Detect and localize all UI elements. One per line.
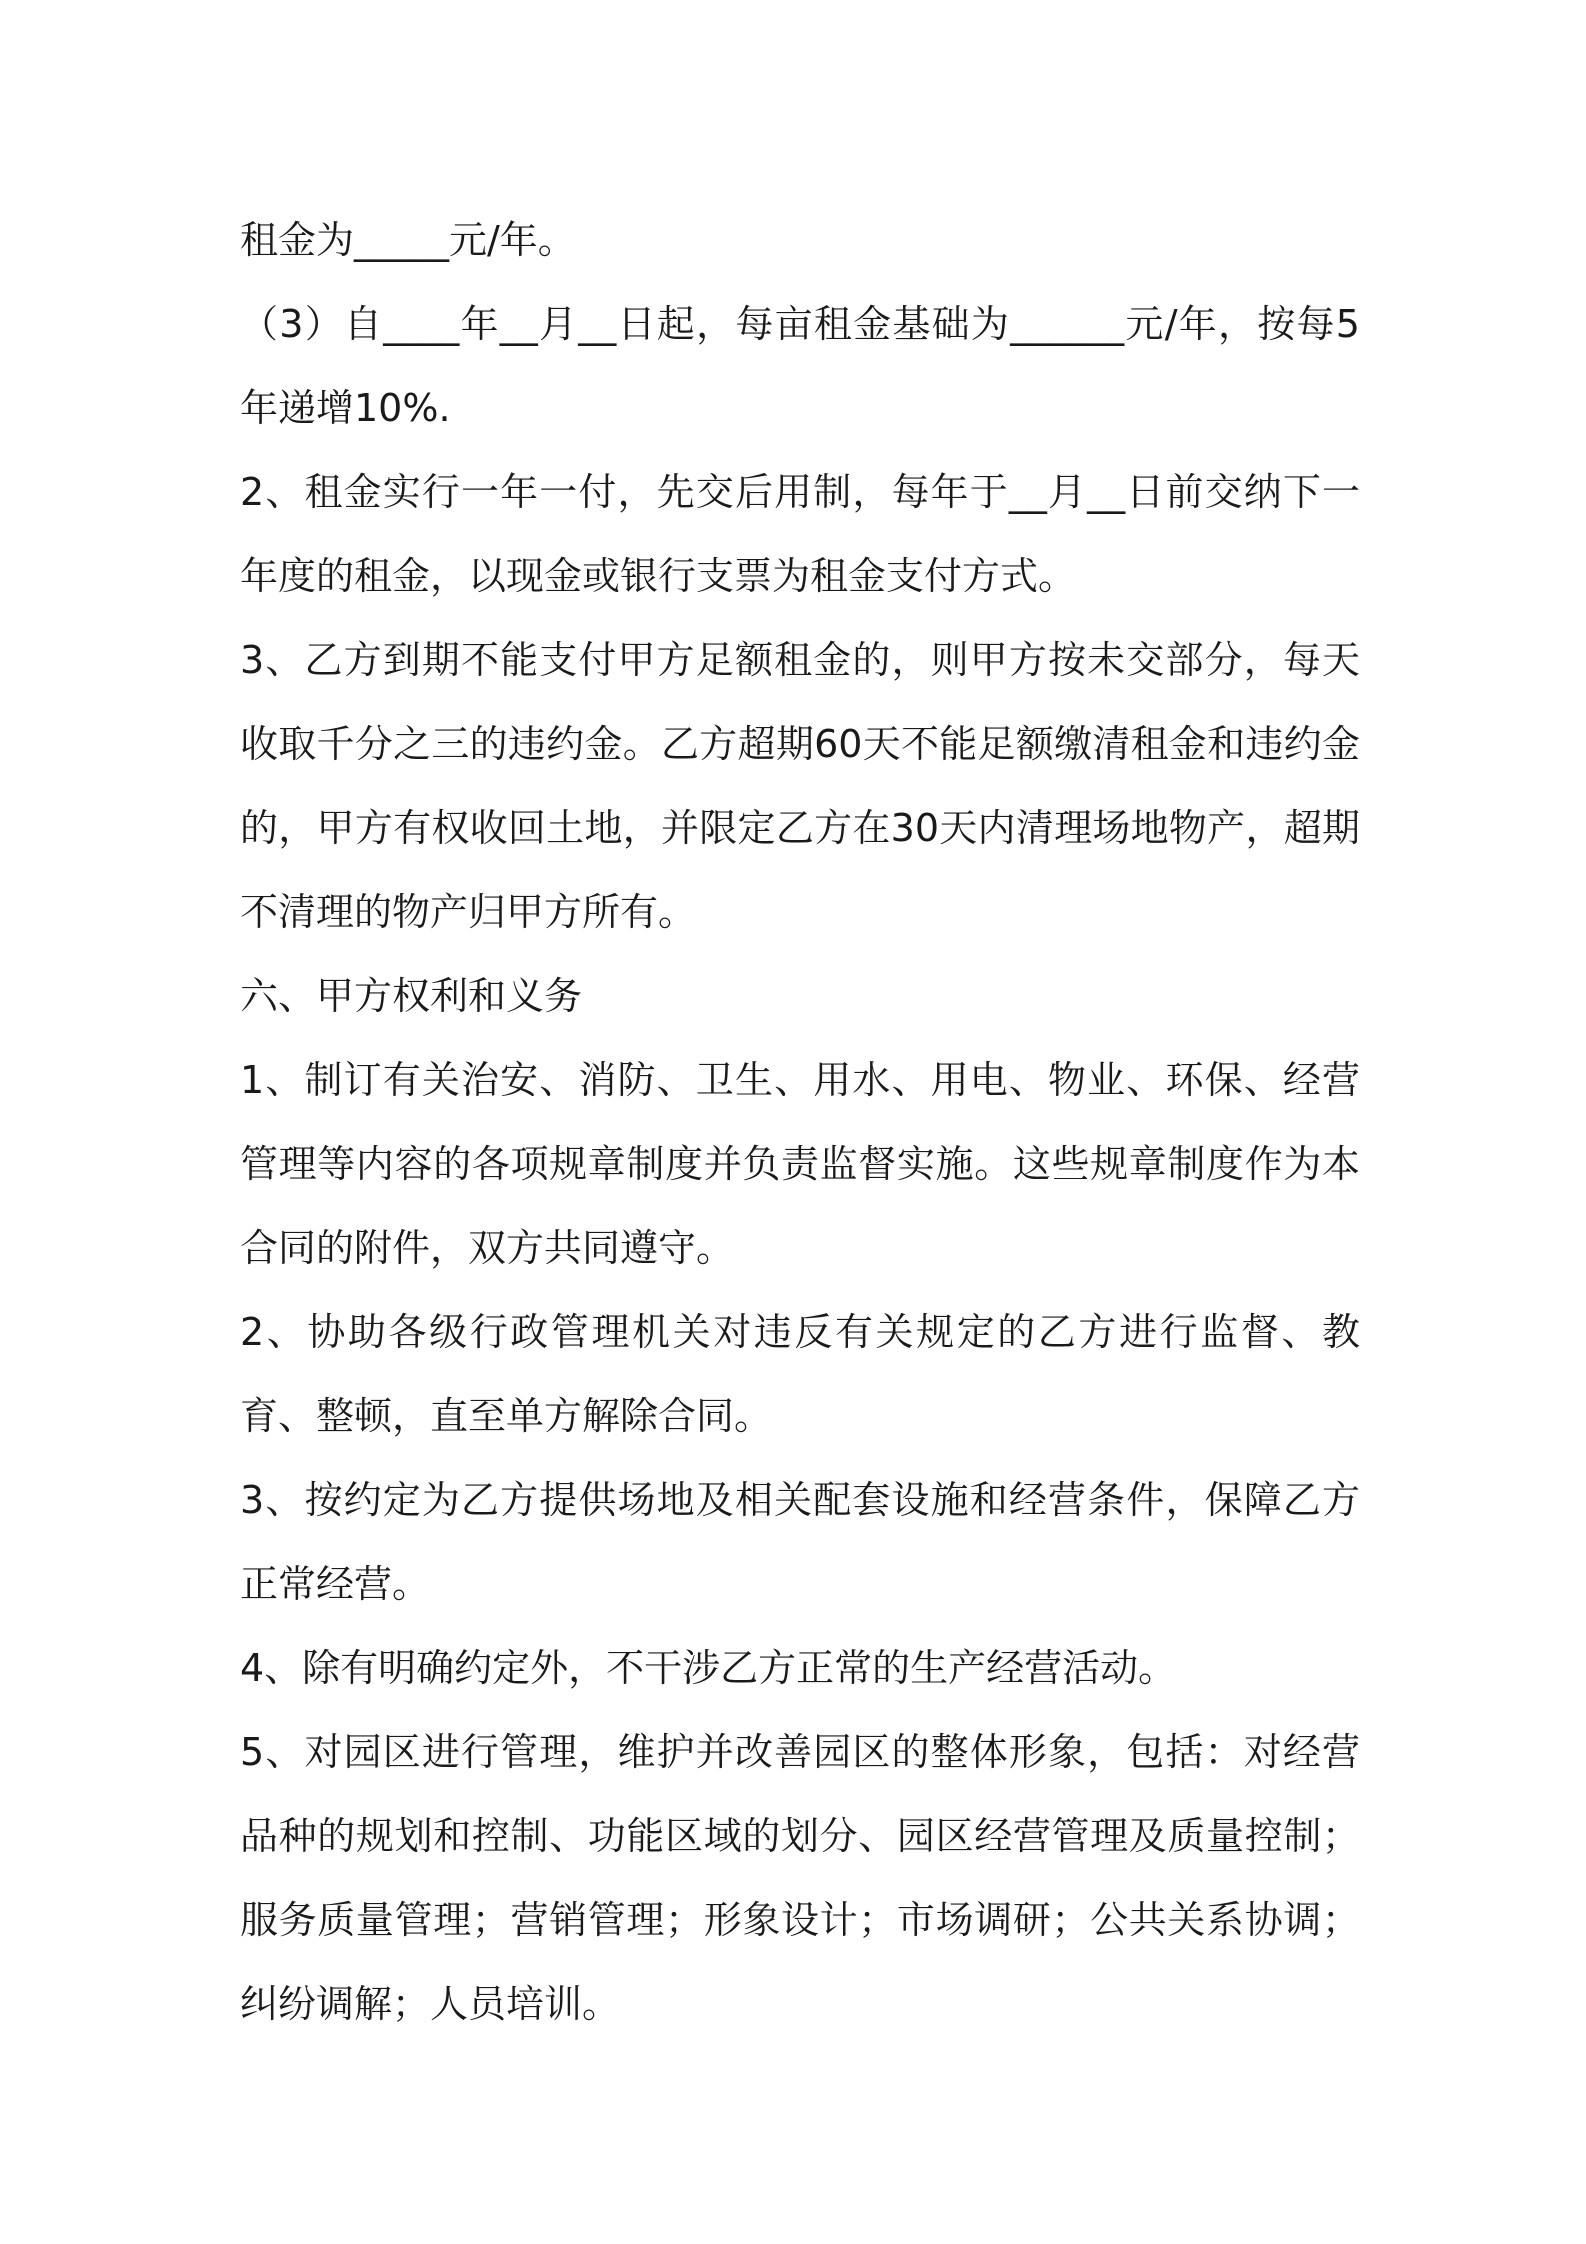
- section-heading-party-a-rights: 六、甲方权利和义务: [240, 974, 583, 1018]
- paragraph-rent-base-increase: （3）自____年__月__日起，每亩租金基础为______元/年，按每5年递增10%.: [240, 302, 1360, 430]
- paragraph-regulations: 1、制订有关治安、消防、卫生、用水、用电、物业、环保、经营管理等内容的各项规章制度并负责监督实施。这些规章制度作为本合同的附件，双方共同遵守。: [240, 1058, 1360, 1270]
- paragraph-supervision: 2、协助各级行政管理机关对违反有关规定的乙方进行监督、教育、整顿，直至单方解除合同。: [240, 1310, 1360, 1438]
- paragraph-park-management: 5、对园区进行管理，维护并改善园区的整体形象，包括：对经营品种的规划和控制、功能区域的划分、园区经营管理及质量控制；服务质量管理；营销管理；形象设计；市场调研；公共关系协调；纠纷调解；人员培训。: [240, 1730, 1360, 2026]
- paragraph-payment-method: 2、租金实行一年一付，先交后用制，每年于__月__日前交纳下一年度的租金，以现金或银行支票为租金支付方式。: [240, 470, 1360, 598]
- paragraph-non-interference: 4、除有明确约定外，不干涉乙方正常的生产经营活动。: [240, 1646, 1177, 1690]
- paragraph-rent-per-year: 租金为_____元/年。: [240, 218, 576, 262]
- paragraph-provide-site: 3、按约定为乙方提供场地及相关配套设施和经营条件，保障乙方正常经营。: [240, 1478, 1360, 1606]
- paragraph-late-penalty: 3、乙方到期不能支付甲方足额租金的，则甲方按未交部分，每天收取千分之三的违约金。乙方超期60天不能足额缴清租金和违约金的，甲方有权收回土地，并限定乙方在30天内清理场地物产，超期不清理的物产归甲方所有。: [240, 638, 1360, 934]
- document-body: [240, 198, 1360, 2046]
